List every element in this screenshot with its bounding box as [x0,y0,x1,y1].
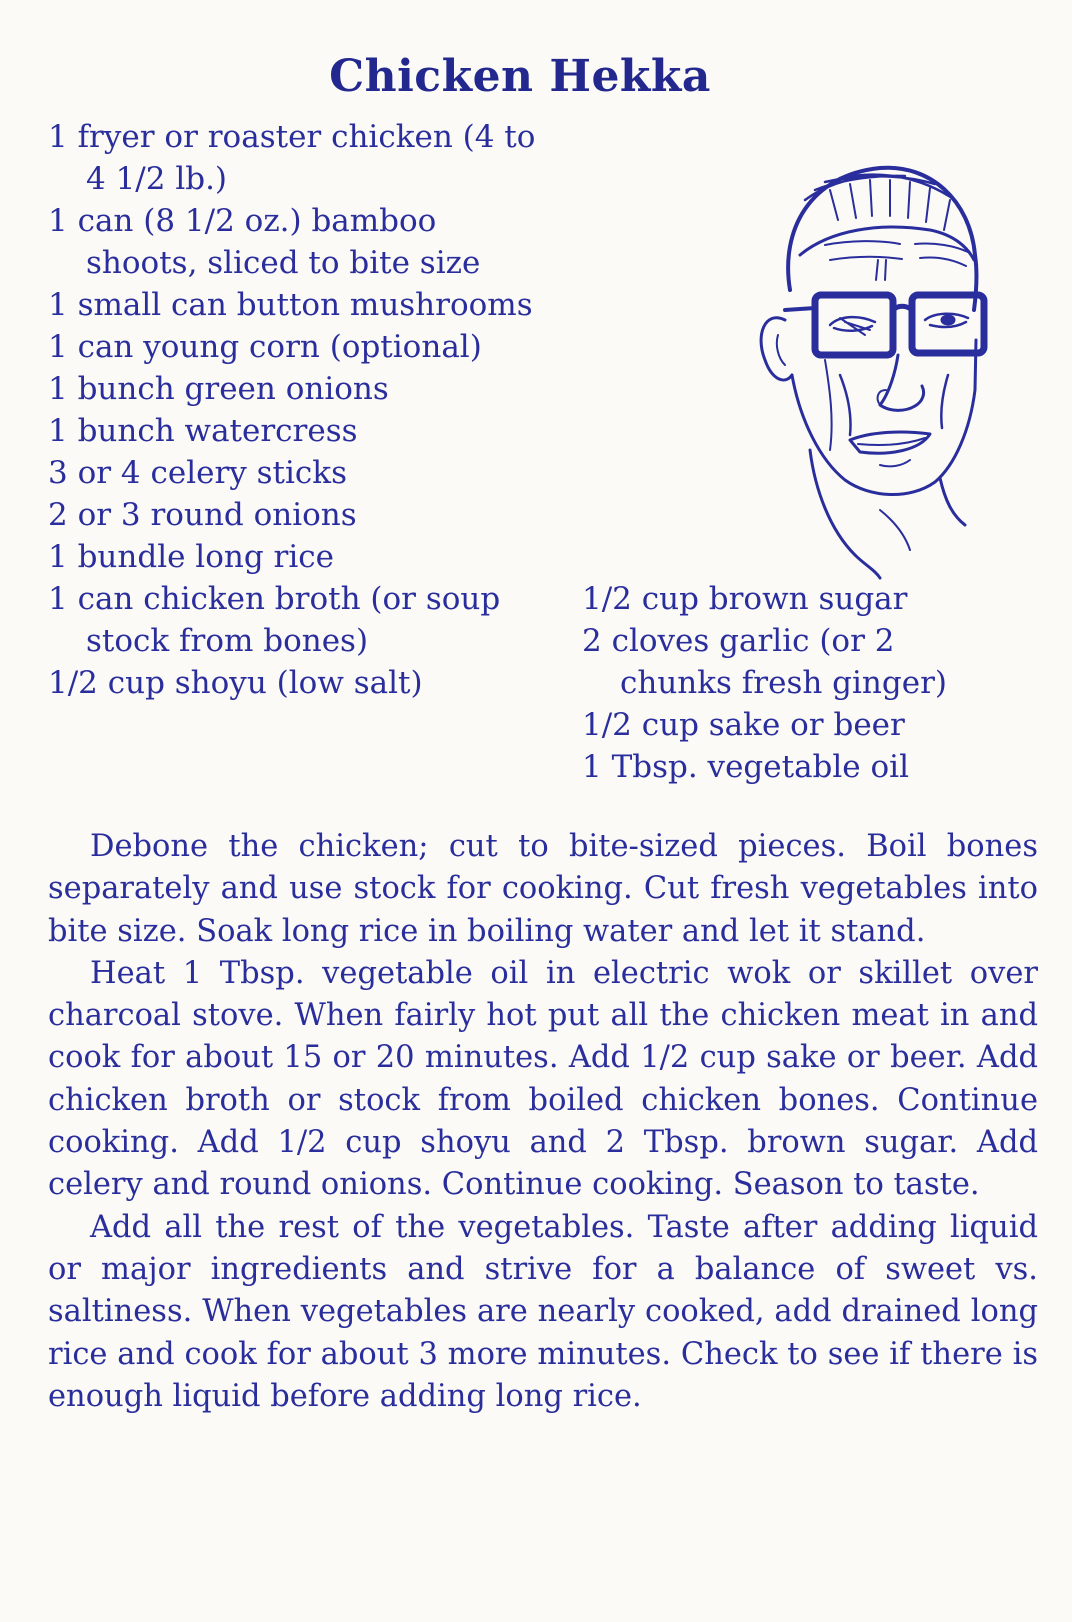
ingredient-item: 1/2 cup sake or beer [582,707,905,743]
ingredient-item: 1/2 cup shoyu (low salt) [48,665,423,701]
ingredient-item: 1 can young corn (optional) [48,329,482,365]
ingredient-item: 2 or 3 round onions [48,497,357,533]
ingredient-list-left [48,116,548,704]
ingredient-item: 1 fryer or roaster chicken (4 to 4 1/2 lb.) [48,119,536,197]
instruction-paragraph: Add all the rest of the vegetables. Taste after adding liquid or major ingredients and strive for a balance of sweet vs. saltiness. When vegetables are nearly cooked, add drained long rice and cook for about 3 more minutes. Check to see if there is enough liquid before adding long rice. [48,1209,1038,1414]
recipe-title: Chicken Hekka [329,51,711,103]
ingredient-item: 1 bundle long rice [48,539,334,575]
instruction-paragraph: Debone the chicken; cut to bite-sized pieces. Boil bones separately and use stock for cooking. Cut fresh vegetables into bite size. Soak long rice in boiling water and let it stand. [48,829,1038,949]
ingredient-item: 1 bunch green onions [48,371,389,407]
ingredient-item: 1/2 cup brown sugar [582,581,908,617]
ingredient-item: 1 Tbsp. vegetable oil [582,749,909,785]
instruction-paragraph: Heat 1 Tbsp. vegetable oil in electric wok or skillet over charcoal stove. When fairly hot put all the chicken meat in and cook for about 15 or 20 minutes. Add 1/2 cup sake or beer. Add chicken broth or stock from boiled chicken bones. Continue cooking. Add 1/2 cup shoyu and 2 Tbsp. brown sugar. Add celery and round onions. Continue cooking. Season to taste. [48,955,1038,1203]
ingredient-item: 1 bunch watercress [48,413,358,449]
ingredient-item: 1 can chicken broth (or soup stock from bones) [48,581,501,659]
instructions [48,826,1038,1418]
ingredient-item: 3 or 4 celery sticks [48,455,347,491]
ingredient-list-right [582,578,1002,788]
ingredient-item: 1 can (8 1/2 oz.) bamboo shoots, sliced to bite size [48,203,481,281]
ingredient-item: 2 cloves garlic (or 2 chunks fresh ginger) [582,623,947,701]
portrait-illustration [730,160,1000,580]
ingredient-item: 1 small can button mushrooms [48,287,533,323]
